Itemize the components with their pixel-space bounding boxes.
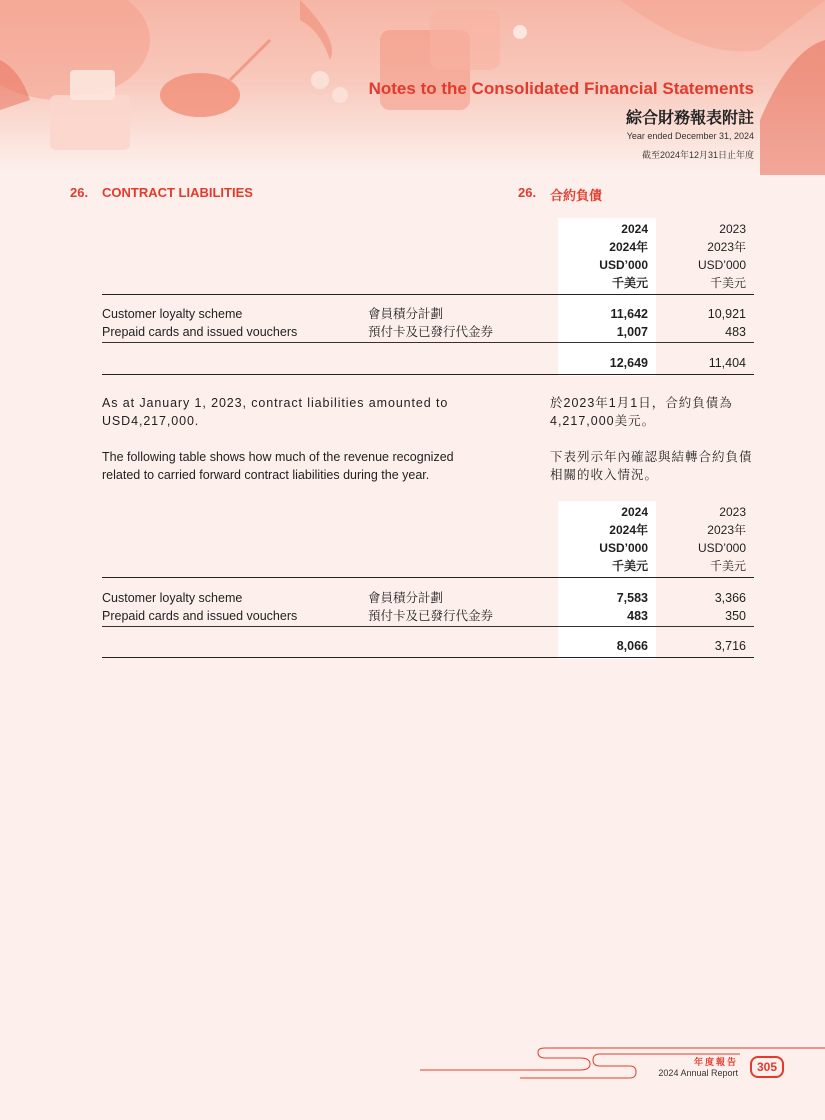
value-2023: 3,366 bbox=[714, 591, 746, 605]
contract-liabilities-table bbox=[102, 218, 754, 378]
header-rule bbox=[102, 577, 754, 578]
column-header-2023-cn: 2023年 bbox=[707, 240, 746, 254]
row-label-cn: 會員積分計劃 bbox=[368, 307, 444, 321]
opening-balance-note-cn: 於2023年1月1日，合約負債為4,217,000美元。 bbox=[550, 396, 733, 428]
total-row bbox=[102, 637, 754, 655]
value-2024: 483 bbox=[627, 609, 648, 623]
period-label-cn: 截至2024年12月31日止年度 bbox=[641, 150, 754, 160]
page-title-cn: 綜合財務報表附註 bbox=[625, 110, 754, 127]
total-2024: 12,649 bbox=[609, 356, 648, 370]
column-header-2024-cn: 2024年 bbox=[609, 240, 648, 254]
table-row bbox=[102, 607, 754, 625]
table-row bbox=[102, 323, 754, 341]
column-header-2023: 2023 bbox=[719, 505, 746, 519]
column-header-2024-unit-cn: 千美元 bbox=[611, 559, 648, 573]
column-header-2024: 2024 bbox=[621, 222, 648, 236]
value-2024: 7,583 bbox=[616, 591, 648, 605]
annual-report-label: 2024 Annual Report bbox=[658, 1068, 738, 1078]
row-label-cn: 預付卡及已發行代金券 bbox=[368, 609, 494, 623]
column-header-2024-unit-cn: 千美元 bbox=[611, 276, 648, 290]
row-label-cn: 預付卡及已發行代金券 bbox=[368, 325, 494, 339]
total-rule bbox=[102, 657, 754, 658]
column-header-2024: 2024 bbox=[621, 505, 648, 519]
revenue-recognized-table bbox=[102, 501, 754, 661]
opening-balance-note: As at January 1, 2023, contract liabilities amounted to USD4,217,000. bbox=[102, 396, 449, 428]
column-header-2023-unit-cn: 千美元 bbox=[709, 276, 746, 290]
row-label-cn: 會員積分計劃 bbox=[368, 591, 444, 605]
column-header-2023-unit: USD’000 bbox=[697, 258, 746, 272]
section-title: CONTRACT LIABILITIES bbox=[102, 185, 253, 200]
value-2023: 350 bbox=[725, 609, 746, 623]
row-label: Prepaid cards and issued vouchers bbox=[102, 609, 298, 623]
section-number-cn: 26. bbox=[518, 185, 537, 200]
row-label: Customer loyalty scheme bbox=[102, 307, 243, 321]
column-header-2023-unit: USD’000 bbox=[697, 541, 746, 555]
period-label: Year ended December 31, 2024 bbox=[626, 131, 754, 141]
row-label: Prepaid cards and issued vouchers bbox=[102, 325, 298, 339]
table-row bbox=[102, 589, 754, 607]
revenue-recognized-note-cn: 下表列示年內確認與結轉合約負債相關的收入情況。 bbox=[550, 450, 753, 482]
value-2024: 11,642 bbox=[610, 307, 648, 321]
column-header-2024-unit: USD’000 bbox=[599, 258, 648, 272]
value-2023: 483 bbox=[725, 325, 746, 339]
header-rule bbox=[102, 294, 754, 295]
annual-report-label-cn: 年度報告 bbox=[693, 1057, 738, 1067]
column-header-2024-unit: USD’000 bbox=[599, 541, 648, 555]
value-2023: 10,921 bbox=[707, 307, 746, 321]
total-2023: 3,716 bbox=[714, 639, 746, 653]
page-number: 305 bbox=[750, 1056, 784, 1078]
column-header-2023-cn: 2023年 bbox=[707, 523, 746, 537]
total-rule bbox=[102, 374, 754, 375]
revenue-recognized-note: The following table shows how much of the revenue recognized related to carried forward contract liabilities during the year. bbox=[102, 450, 454, 482]
subtotal-rule bbox=[102, 342, 754, 343]
total-2024: 8,066 bbox=[616, 639, 648, 653]
table-row bbox=[102, 305, 754, 323]
total-row bbox=[102, 354, 754, 372]
row-label: Customer loyalty scheme bbox=[102, 591, 243, 605]
subtotal-rule bbox=[102, 626, 754, 627]
column-header-2024-cn: 2024年 bbox=[609, 523, 648, 537]
value-2024: 1,007 bbox=[616, 325, 648, 339]
page-title: Notes to the Consolidated Financial Statements bbox=[368, 79, 754, 98]
section-title-cn: 合約負債 bbox=[550, 188, 603, 203]
column-header-2023: 2023 bbox=[719, 222, 746, 236]
section-number: 26. bbox=[70, 185, 89, 200]
column-header-2023-unit-cn: 千美元 bbox=[709, 559, 746, 573]
total-2023: 11,404 bbox=[708, 356, 746, 370]
